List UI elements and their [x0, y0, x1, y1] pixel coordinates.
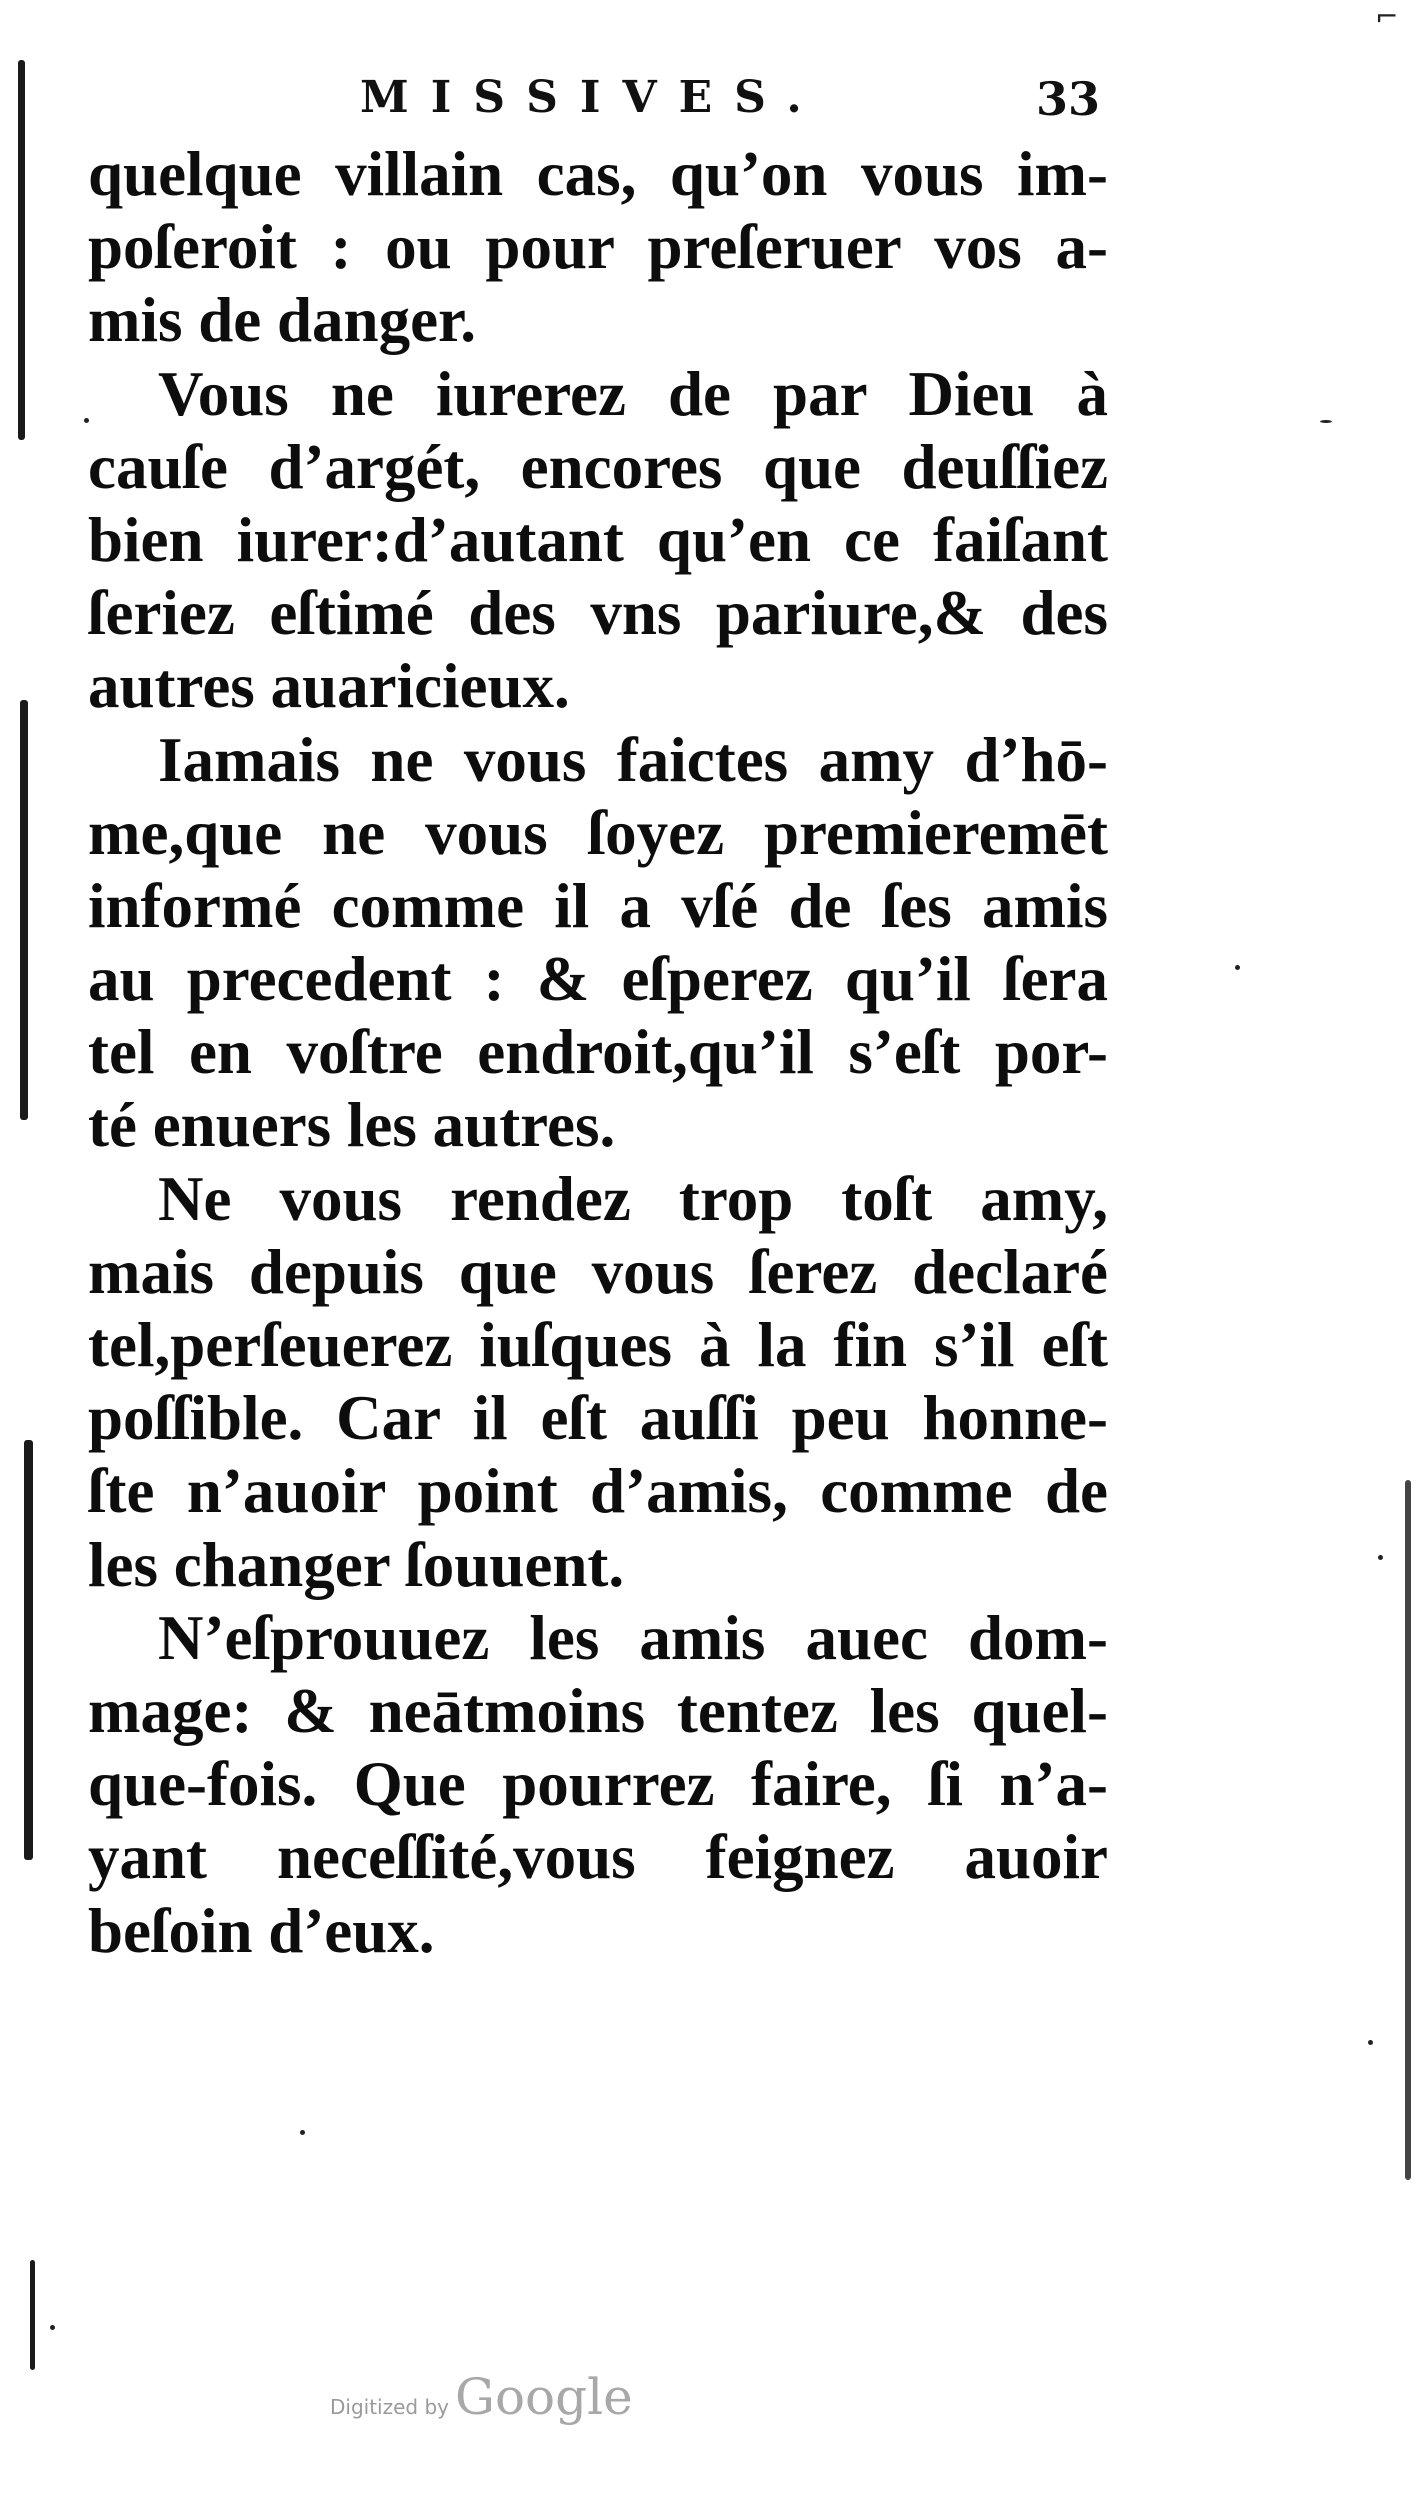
- page-number: 33: [1035, 72, 1100, 126]
- text-line: bien iurer:d’autant qu’en ce faiſant: [88, 504, 1108, 575]
- body-text: [88, 138, 1108, 1968]
- digitized-by-label: Digitized by: [330, 2395, 449, 2419]
- ink-speck: [1378, 1555, 1383, 1560]
- text-line: tel en voſtre endroit,qu’il s’eſt por-: [88, 1017, 1108, 1088]
- digitized-watermark: [330, 2368, 633, 2438]
- text-line: tel,perſeuerez iuſques à la fin s’il eſt: [88, 1310, 1108, 1380]
- text-line: Vous ne iurerez de par Dieu à: [158, 358, 1108, 429]
- ink-speck: [1320, 420, 1332, 423]
- google-logo: Google: [455, 2368, 633, 2426]
- ink-speck: [50, 2325, 55, 2330]
- scan-edge-mark: [18, 60, 25, 440]
- text-line: les changer ſouuent.: [88, 1529, 625, 1600]
- text-line: yant neceſſité,vous feignez auoir: [88, 1822, 1108, 1893]
- ink-speck: [300, 2130, 305, 2135]
- text-line: mis de danger.: [88, 285, 476, 356]
- scan-edge-mark: [20, 700, 28, 1120]
- text-line: me,que ne vous ſoyez premieremēt: [88, 797, 1108, 868]
- text-line: quelque villain cas, qu’on vous im-: [88, 139, 1108, 209]
- text-line: Iamais ne vous faictes amy d’hō-: [158, 724, 1108, 795]
- text-line: té enuers les autres.: [88, 1090, 616, 1161]
- running-head: MISSIVES.: [360, 72, 824, 123]
- text-line: poſeroit : ou pour preſeruer vos a-: [88, 212, 1108, 283]
- text-line: que-fois. Que pourrez faire, ſi n’a-: [88, 1749, 1108, 1820]
- scan-edge-mark: [30, 2260, 35, 2370]
- text-line: mais depuis que vous ſerez declaré: [88, 1236, 1108, 1307]
- scan-edge-mark: [1405, 1480, 1411, 2180]
- text-line: informé comme il a vſé de ſes amis: [88, 870, 1108, 941]
- corner-scan-artifact: ⌐: [1375, 0, 1399, 33]
- text-line: beſoin d’eux.: [88, 1895, 435, 1966]
- text-line: N’eſprouuez les amis auec dom-: [158, 1602, 1108, 1673]
- text-line: Ne vous rendez trop toſt amy,: [158, 1163, 1108, 1234]
- text-line: ſeriez eſtimé des vns pariure,& des: [88, 578, 1108, 649]
- page-header: [90, 72, 1100, 142]
- text-line: au precedent : & eſperez qu’il ſera: [88, 944, 1108, 1015]
- text-line: autres auaricieux.: [88, 651, 570, 722]
- text-line: mage: & neātmoins tentez les quel-: [88, 1675, 1108, 1746]
- ink-speck: [1235, 965, 1240, 970]
- text-line: cauſe d’argét, encores que deuſſiez: [88, 431, 1108, 502]
- scan-edge-mark: [24, 1440, 33, 1860]
- ink-speck: [1368, 2040, 1373, 2045]
- text-line: poſſible. Car il eſt auſſi peu honne-: [88, 1383, 1108, 1454]
- text-line: ſte n’auoir point d’amis, comme de: [88, 1456, 1108, 1527]
